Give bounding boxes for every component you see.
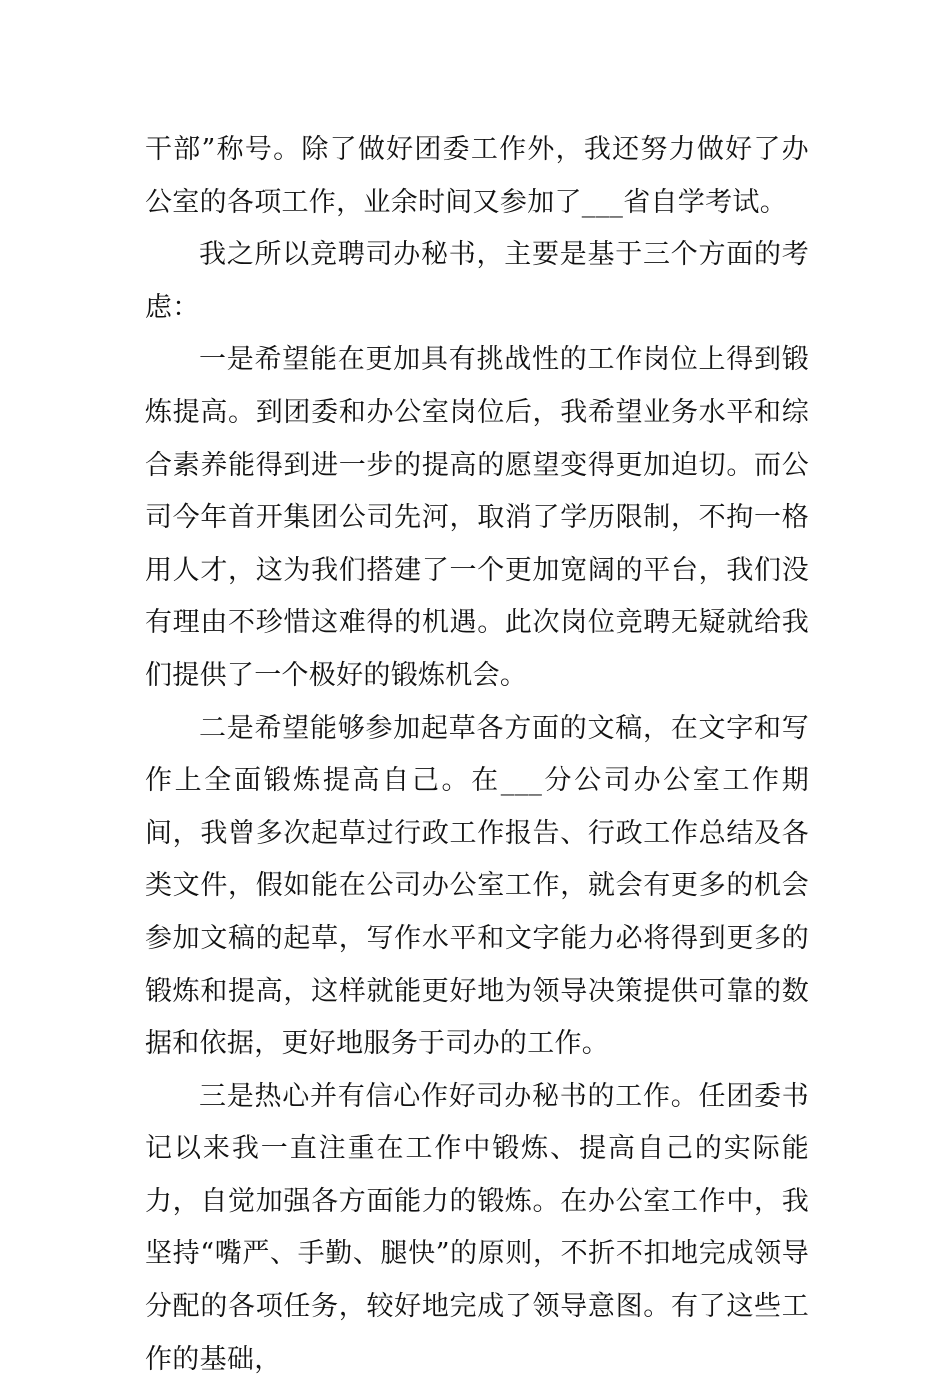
paragraph-reason-two: 二是希望能够参加起草各方面的文稿，在文字和写作上全面锻炼提高自己。在___分公司办公室工作期间，我曾多次起草过行政工作报告、行政工作总结及各类文件，假如能在公司办公室工作，就会有更多的机会参加文稿的起草，写作水平和文字能力必将得到更多的锻炼和提高，这样就能更好地为领导决策提供可靠的数据和依据，更好地服务于司办的工作。 — [145, 712, 809, 1060]
paragraph-continuation: 干部”称号。除了做好团委工作外，我还努力做好了办公室的各项工作，业余时间又参加了___省自学考试。 — [145, 134, 809, 218]
paragraph-reason-one: 一是希望能在更加具有挑战性的工作岗位上得到锻炼提高。到团委和办公室岗位后，我希望业务水平和综合素养能得到进一步的提高的愿望变得更加迫切。而公司今年首开集团公司先河，取消了学历限制，不拘一格用人才，这为我们搭建了一个更加宽阔的平台，我们没有理由不珍惜这难得的机遇。此次岗位竞聘无疑就给我们提供了一个极好的锻炼机会。 — [145, 344, 809, 691]
paragraph-intro: 我之所以竞聘司办秘书，主要是基于三个方面的考虑： — [145, 239, 809, 323]
paragraph-reason-three: 三是热心并有信心作好司办秘书的工作。任团委书记以来我一直注重在工作中锻炼、提高自己的实际能力，自觉加强各方面能力的锻炼。在办公室工作中，我坚持“嘴严、手勤、腿快”的原则，不折不扣地完成领导分配的各项任务，较好地完成了领导意图。有了这些工作的基础， — [145, 1080, 809, 1375]
document-body — [145, 124, 809, 1386]
